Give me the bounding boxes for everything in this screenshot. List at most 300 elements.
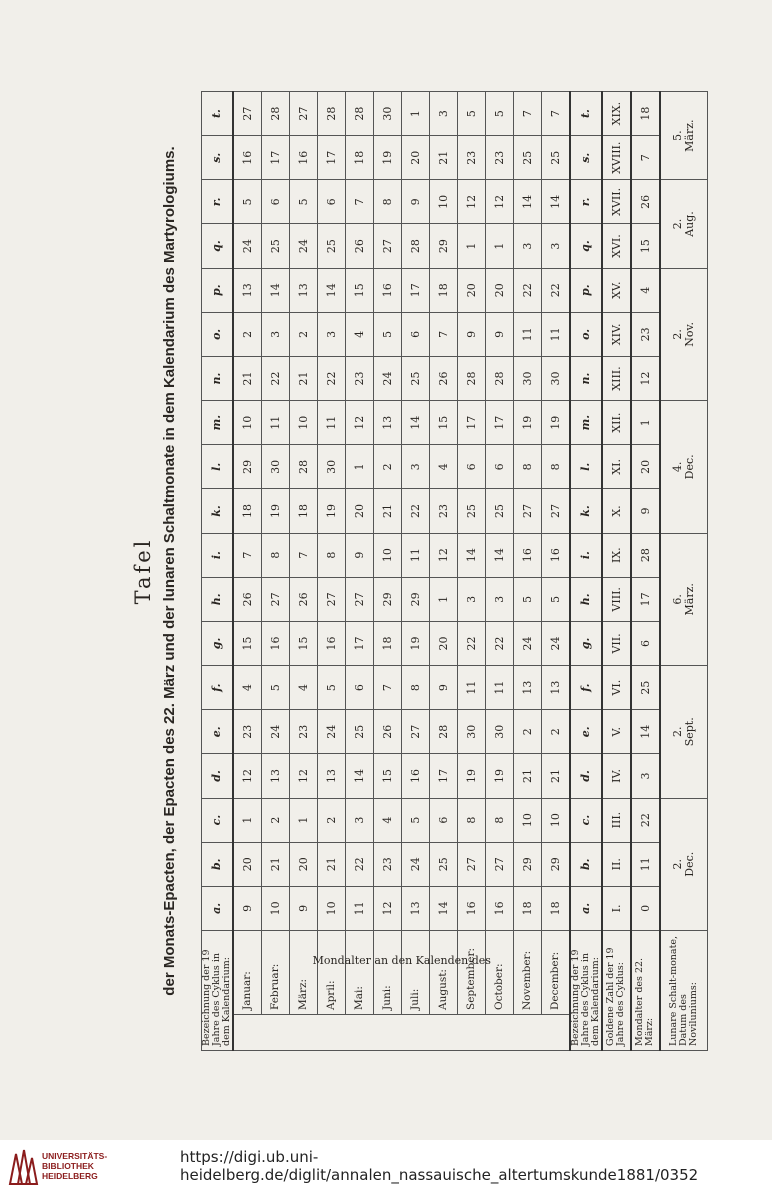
epact-cell: 13 xyxy=(401,886,429,930)
cycle-letter-repeat: s. xyxy=(570,136,602,180)
epact-cell: 25 xyxy=(317,224,345,268)
epact-cell: 23 xyxy=(457,136,485,180)
epact-cell: 13 xyxy=(289,268,317,312)
epact-cell: 23 xyxy=(429,489,457,533)
epact-cell: 26 xyxy=(345,224,373,268)
epact-cell: 4 xyxy=(373,798,401,842)
epact-cell: 7 xyxy=(429,312,457,356)
epact-cell: 27 xyxy=(261,577,289,621)
epact-cell: 2 xyxy=(373,445,401,489)
epact-cell: 18 xyxy=(373,621,401,665)
epact-cell: 21 xyxy=(429,136,457,180)
epact-cell: 19 xyxy=(541,401,570,445)
march22-cell: 4 xyxy=(631,268,660,312)
epact-cell: 30 xyxy=(317,445,345,489)
cycle-letter: b. xyxy=(202,842,233,886)
epact-cell: 27 xyxy=(485,842,513,886)
epact-cell: 18 xyxy=(429,268,457,312)
epact-cell: 18 xyxy=(233,489,262,533)
epact-cell: 9 xyxy=(429,666,457,710)
lunar-day: 5. xyxy=(671,130,685,141)
golden-number-cell: V. xyxy=(602,710,631,754)
cycle-letter-repeat: n. xyxy=(570,356,602,400)
epact-cell: 25 xyxy=(513,136,541,180)
epact-cell: 13 xyxy=(233,268,262,312)
epact-cell: 16 xyxy=(317,621,345,665)
epact-cell: 16 xyxy=(457,886,485,930)
cycle-letter-repeat: b. xyxy=(570,842,602,886)
cycle-letter: e. xyxy=(202,710,233,754)
month-label: November: xyxy=(513,930,541,1014)
cycle-letter: m. xyxy=(202,401,233,445)
lunar-month: Nov. xyxy=(682,322,696,347)
epact-cell: 24 xyxy=(513,621,541,665)
golden-number-cell: XVI. xyxy=(602,224,631,268)
epact-cell: 12 xyxy=(457,180,485,224)
epact-cell: 27 xyxy=(373,224,401,268)
epact-cell: 28 xyxy=(457,356,485,400)
source-url-link[interactable]: https://digi.ub.uni-heidelberg.de/diglit/annalen_nassauische_altertumskunde1881/0352 xyxy=(180,1148,699,1184)
epact-cell: 18 xyxy=(541,886,570,930)
lunar-day: 2. xyxy=(671,218,685,230)
lunar-day: 4. xyxy=(671,461,685,473)
epact-cell: 27 xyxy=(289,92,317,136)
golden-number-cell: XIX. xyxy=(602,92,631,136)
epact-cell: 14 xyxy=(541,180,570,224)
month-label: April: xyxy=(317,930,345,1014)
march22-cell: 11 xyxy=(631,842,660,886)
epact-cell: 20 xyxy=(457,268,485,312)
golden-number-cell: XII. xyxy=(602,401,631,445)
epact-cell: 26 xyxy=(373,710,401,754)
epact-cell: 2 xyxy=(541,710,570,754)
epact-cell: 15 xyxy=(345,268,373,312)
epact-cell: 14 xyxy=(345,754,373,798)
epact-cell: 16 xyxy=(513,533,541,577)
cycle-letter-repeat: p. xyxy=(570,268,602,312)
epact-cell: 30 xyxy=(513,356,541,400)
epact-cell: 20 xyxy=(401,136,429,180)
lunar-month-cell xyxy=(660,401,708,533)
group-label: Mondalter an den Kalenden des xyxy=(312,954,491,968)
lunar-month-cell xyxy=(660,180,708,268)
epact-cell: 11 xyxy=(401,533,429,577)
march22-cell: 6 xyxy=(631,621,660,665)
epact-cell: 28 xyxy=(345,92,373,136)
month-label: Mai: xyxy=(345,930,373,1014)
epact-cell: 1 xyxy=(289,798,317,842)
epact-cell: 21 xyxy=(513,754,541,798)
epact-cell: 14 xyxy=(513,180,541,224)
march22-cell: 22 xyxy=(631,798,660,842)
epact-cell: 24 xyxy=(541,621,570,665)
cycle-letter: k. xyxy=(202,489,233,533)
epact-cell: 24 xyxy=(373,356,401,400)
epact-cell: 7 xyxy=(513,92,541,136)
epact-cell: 18 xyxy=(513,886,541,930)
lunar-month: Aug. xyxy=(682,211,696,237)
epact-cell: 22 xyxy=(541,268,570,312)
epact-cell: 25 xyxy=(541,136,570,180)
epact-cell: 10 xyxy=(317,886,345,930)
cycle-letter-repeat: f. xyxy=(570,666,602,710)
epact-cell: 12 xyxy=(373,886,401,930)
cycle-letter: o. xyxy=(202,312,233,356)
epact-cell: 14 xyxy=(401,401,429,445)
epact-cell: 27 xyxy=(457,842,485,886)
epact-cell: 12 xyxy=(485,180,513,224)
epact-cell: 24 xyxy=(317,710,345,754)
golden-number-cell: VII. xyxy=(602,621,631,665)
epact-cell: 20 xyxy=(485,268,513,312)
cycle-letter-repeat: a. xyxy=(570,886,602,930)
march22-cell: 25 xyxy=(631,666,660,710)
epact-cell: 5 xyxy=(317,666,345,710)
epact-cell: 7 xyxy=(233,533,262,577)
epact-cell: 15 xyxy=(289,621,317,665)
golden-number-cell: II. xyxy=(602,842,631,886)
epact-cell: 14 xyxy=(457,533,485,577)
cycle-letter: d. xyxy=(202,754,233,798)
epact-cell: 14 xyxy=(261,268,289,312)
epact-cell: 6 xyxy=(485,445,513,489)
epact-cell: 17 xyxy=(429,754,457,798)
epact-cell: 6 xyxy=(317,180,345,224)
epact-cell: 13 xyxy=(317,754,345,798)
epact-cell: 12 xyxy=(289,754,317,798)
epact-cell: 28 xyxy=(317,92,345,136)
epact-cell: 11 xyxy=(317,401,345,445)
epact-cell: 9 xyxy=(401,180,429,224)
epact-cell: 13 xyxy=(261,754,289,798)
march22-cell: 15 xyxy=(631,224,660,268)
epact-cell: 3 xyxy=(429,92,457,136)
golden-number-cell: III. xyxy=(602,798,631,842)
march22-cell: 28 xyxy=(631,533,660,577)
cycle-letter: r. xyxy=(202,180,233,224)
lunar-month-cell xyxy=(660,533,708,665)
epact-cell: 22 xyxy=(317,356,345,400)
golden-number-cell: XVII. xyxy=(602,180,631,224)
epact-cell: 13 xyxy=(373,401,401,445)
epact-cell: 17 xyxy=(485,401,513,445)
epact-cell: 1 xyxy=(401,92,429,136)
epact-cell: 25 xyxy=(429,842,457,886)
march22-cell: 9 xyxy=(631,489,660,533)
epact-cell: 11 xyxy=(541,312,570,356)
epact-cell: 29 xyxy=(233,445,262,489)
page-title: Tafel xyxy=(131,537,155,605)
epact-cell: 11 xyxy=(345,886,373,930)
epact-cell: 2 xyxy=(513,710,541,754)
month-label: Juli: xyxy=(401,930,429,1014)
epact-cell: 17 xyxy=(261,136,289,180)
march22-cell: 20 xyxy=(631,445,660,489)
epact-cell: 20 xyxy=(429,621,457,665)
epact-cell: 16 xyxy=(373,268,401,312)
march22-cell: 12 xyxy=(631,356,660,400)
lunar-month-cell xyxy=(660,798,708,930)
golden-number-cell: XVIII. xyxy=(602,136,631,180)
epact-cell: 29 xyxy=(541,842,570,886)
epact-cell: 27 xyxy=(541,489,570,533)
golden-number-cell: I. xyxy=(602,886,631,930)
march22-cell: 0 xyxy=(631,886,660,930)
lunar-day: 2. xyxy=(671,329,685,340)
epact-cell: 8 xyxy=(401,666,429,710)
epact-cell: 27 xyxy=(317,577,345,621)
epact-cell: 8 xyxy=(317,533,345,577)
epact-cell: 22 xyxy=(261,356,289,400)
epact-cell: 19 xyxy=(513,401,541,445)
epact-cell: 1 xyxy=(485,224,513,268)
epact-cell: 26 xyxy=(289,577,317,621)
epact-cell: 29 xyxy=(429,224,457,268)
epact-cell: 8 xyxy=(261,533,289,577)
epact-cell: 9 xyxy=(457,312,485,356)
epact-cell: 22 xyxy=(457,621,485,665)
golden-number-cell: VIII. xyxy=(602,577,631,621)
epact-cell: 26 xyxy=(429,356,457,400)
cycle-letter-repeat: k. xyxy=(570,489,602,533)
epact-cell: 21 xyxy=(261,842,289,886)
cycle-letter-repeat: r. xyxy=(570,180,602,224)
epact-cell: 4 xyxy=(345,312,373,356)
epact-cell: 27 xyxy=(233,92,262,136)
epact-cell: 19 xyxy=(485,754,513,798)
cycle-letter: s. xyxy=(202,136,233,180)
cycle-letter-repeat: g. xyxy=(570,621,602,665)
golden-number-cell: XI. xyxy=(602,445,631,489)
epact-cell: 7 xyxy=(541,92,570,136)
epact-cell: 10 xyxy=(373,533,401,577)
epact-cell: 18 xyxy=(345,136,373,180)
epact-cell: 9 xyxy=(345,533,373,577)
epact-cell: 24 xyxy=(261,710,289,754)
lunar-month-cell xyxy=(660,666,708,798)
epact-table xyxy=(201,91,708,1051)
header-label: Bezeichnung der 19 Jahre des Cyklus in dem Kalendarium: xyxy=(202,930,233,1050)
lunar-month: Dec. xyxy=(682,851,696,877)
epact-cell: 2 xyxy=(233,312,262,356)
cycle-letter: l. xyxy=(202,445,233,489)
epact-cell: 30 xyxy=(373,92,401,136)
epact-cell: 10 xyxy=(261,886,289,930)
epact-cell: 4 xyxy=(429,445,457,489)
epact-cell: 23 xyxy=(233,710,262,754)
cycle-letter-repeat: m. xyxy=(570,401,602,445)
month-label: December: xyxy=(541,930,570,1014)
epact-cell: 5 xyxy=(233,180,262,224)
epact-cell: 10 xyxy=(233,401,262,445)
epact-cell: 1 xyxy=(345,445,373,489)
epact-cell: 3 xyxy=(261,312,289,356)
month-label: October: xyxy=(485,930,513,1014)
epact-cell: 12 xyxy=(233,754,262,798)
epact-cell: 12 xyxy=(429,533,457,577)
epact-cell: 12 xyxy=(345,401,373,445)
epact-cell: 27 xyxy=(513,489,541,533)
epact-cell: 15 xyxy=(373,754,401,798)
march22-cell: 1 xyxy=(631,401,660,445)
epact-cell: 25 xyxy=(261,224,289,268)
epact-cell: 6 xyxy=(345,666,373,710)
golden-number-cell: X. xyxy=(602,489,631,533)
epact-cell: 5 xyxy=(261,666,289,710)
cycle-letter: h. xyxy=(202,577,233,621)
epact-cell: 18 xyxy=(289,489,317,533)
epact-cell: 3 xyxy=(401,445,429,489)
epact-cell: 5 xyxy=(485,92,513,136)
epact-cell: 7 xyxy=(345,180,373,224)
epact-cell: 20 xyxy=(233,842,262,886)
epact-cell: 16 xyxy=(485,886,513,930)
epact-cell: 24 xyxy=(233,224,262,268)
epact-cell: 14 xyxy=(317,268,345,312)
epact-cell: 28 xyxy=(289,445,317,489)
epact-cell: 6 xyxy=(457,445,485,489)
epact-cell: 19 xyxy=(317,489,345,533)
epact-cell: 22 xyxy=(513,268,541,312)
cycle-letter: p. xyxy=(202,268,233,312)
lunar-label: Lunare Schalt-monate, Datum des Noviluniums: xyxy=(660,930,708,1050)
epact-cell: 3 xyxy=(513,224,541,268)
epact-cell: 10 xyxy=(429,180,457,224)
epact-cell: 29 xyxy=(373,577,401,621)
epact-cell: 13 xyxy=(541,666,570,710)
cycle-letter: n. xyxy=(202,356,233,400)
month-label: Februar: xyxy=(261,930,289,1014)
lunar-month: März. xyxy=(682,583,696,616)
month-label: Januar: xyxy=(233,930,262,1014)
epact-cell: 27 xyxy=(345,577,373,621)
epact-cell: 29 xyxy=(513,842,541,886)
epact-cell: 5 xyxy=(541,577,570,621)
golden-number-cell: XV. xyxy=(602,268,631,312)
epact-cell: 8 xyxy=(541,445,570,489)
golden-number-cell: VI. xyxy=(602,666,631,710)
cycle-letter-repeat: o. xyxy=(570,312,602,356)
epact-cell: 11 xyxy=(513,312,541,356)
epact-cell: 16 xyxy=(401,754,429,798)
month-label: Juni: xyxy=(373,930,401,1014)
epact-cell: 16 xyxy=(261,621,289,665)
epact-cell: 20 xyxy=(345,489,373,533)
lunar-month: März. xyxy=(682,119,696,152)
epact-cell: 2 xyxy=(261,798,289,842)
month-label: September: xyxy=(457,930,485,1014)
epact-cell: 21 xyxy=(373,489,401,533)
epact-cell: 3 xyxy=(485,577,513,621)
cycle-letter-repeat: t. xyxy=(570,92,602,136)
lunar-day: 6. xyxy=(671,594,685,605)
epact-cell: 17 xyxy=(317,136,345,180)
epact-cell: 21 xyxy=(289,356,317,400)
epact-cell: 23 xyxy=(345,356,373,400)
epact-cell: 5 xyxy=(457,92,485,136)
cycle-letter: t. xyxy=(202,92,233,136)
epact-cell: 22 xyxy=(485,621,513,665)
epact-cell: 23 xyxy=(485,136,513,180)
epact-cell: 20 xyxy=(289,842,317,886)
epact-cell: 28 xyxy=(401,224,429,268)
epact-cell: 30 xyxy=(261,445,289,489)
epact-cell: 19 xyxy=(401,621,429,665)
cycle-letter: f. xyxy=(202,666,233,710)
epact-cell: 11 xyxy=(485,666,513,710)
epact-cell: 30 xyxy=(457,710,485,754)
epact-cell: 28 xyxy=(485,356,513,400)
epact-cell: 25 xyxy=(345,710,373,754)
cycle-letter-repeat: i. xyxy=(570,533,602,577)
epact-cell: 5 xyxy=(373,312,401,356)
march22-cell: 23 xyxy=(631,312,660,356)
epact-cell: 11 xyxy=(261,401,289,445)
epact-cell: 16 xyxy=(541,533,570,577)
cycle-letter-repeat: d. xyxy=(570,754,602,798)
epact-cell: 10 xyxy=(289,401,317,445)
epact-cell: 3 xyxy=(317,312,345,356)
epact-cell: 14 xyxy=(485,533,513,577)
march22-cell: 14 xyxy=(631,710,660,754)
epact-cell: 15 xyxy=(233,621,262,665)
golden-number-cell: XIV. xyxy=(602,312,631,356)
march22-cell: 26 xyxy=(631,180,660,224)
epact-cell: 10 xyxy=(513,798,541,842)
month-label: August: xyxy=(429,930,457,1014)
cycle-letter: q. xyxy=(202,224,233,268)
cycle-letter-repeat: h. xyxy=(570,577,602,621)
epact-cell: 8 xyxy=(485,798,513,842)
epact-cell: 4 xyxy=(233,666,262,710)
epact-cell: 23 xyxy=(373,842,401,886)
epact-cell: 15 xyxy=(429,401,457,445)
cycle-letter: g. xyxy=(202,621,233,665)
epact-cell: 19 xyxy=(373,136,401,180)
golden-number-label: Goldene Zahl der 19 Jahre des Cyklus: xyxy=(602,930,631,1050)
epact-cell: 22 xyxy=(345,842,373,886)
epact-cell: 16 xyxy=(233,136,262,180)
university-library-logo-icon xyxy=(8,1148,38,1186)
epact-cell: 29 xyxy=(401,577,429,621)
epact-cell: 25 xyxy=(401,356,429,400)
header-label-repeat: Bezeichnung der 19 Jahre des Cyklus in dem Kalendarium: xyxy=(570,930,602,1050)
march22-cell: 17 xyxy=(631,577,660,621)
golden-number-cell: XIII. xyxy=(602,356,631,400)
epact-cell: 25 xyxy=(457,489,485,533)
epact-cell: 17 xyxy=(457,401,485,445)
epact-cell: 24 xyxy=(401,842,429,886)
epact-cell: 2 xyxy=(317,798,345,842)
epact-cell: 5 xyxy=(401,798,429,842)
rotated-content xyxy=(121,91,699,1051)
epact-cell: 21 xyxy=(233,356,262,400)
epact-cell: 19 xyxy=(261,489,289,533)
cycle-letter-repeat: q. xyxy=(570,224,602,268)
cycle-letter-repeat: l. xyxy=(570,445,602,489)
epact-cell: 22 xyxy=(401,489,429,533)
epact-cell: 9 xyxy=(289,886,317,930)
lunar-month: Sept. xyxy=(682,717,696,747)
cycle-letter: c. xyxy=(202,798,233,842)
epact-cell: 17 xyxy=(345,621,373,665)
epact-cell: 3 xyxy=(541,224,570,268)
epact-cell: 17 xyxy=(401,268,429,312)
lunar-month-cell xyxy=(660,268,708,400)
epact-cell: 5 xyxy=(513,577,541,621)
golden-number-cell: IV. xyxy=(602,754,631,798)
epact-cell: 10 xyxy=(541,798,570,842)
